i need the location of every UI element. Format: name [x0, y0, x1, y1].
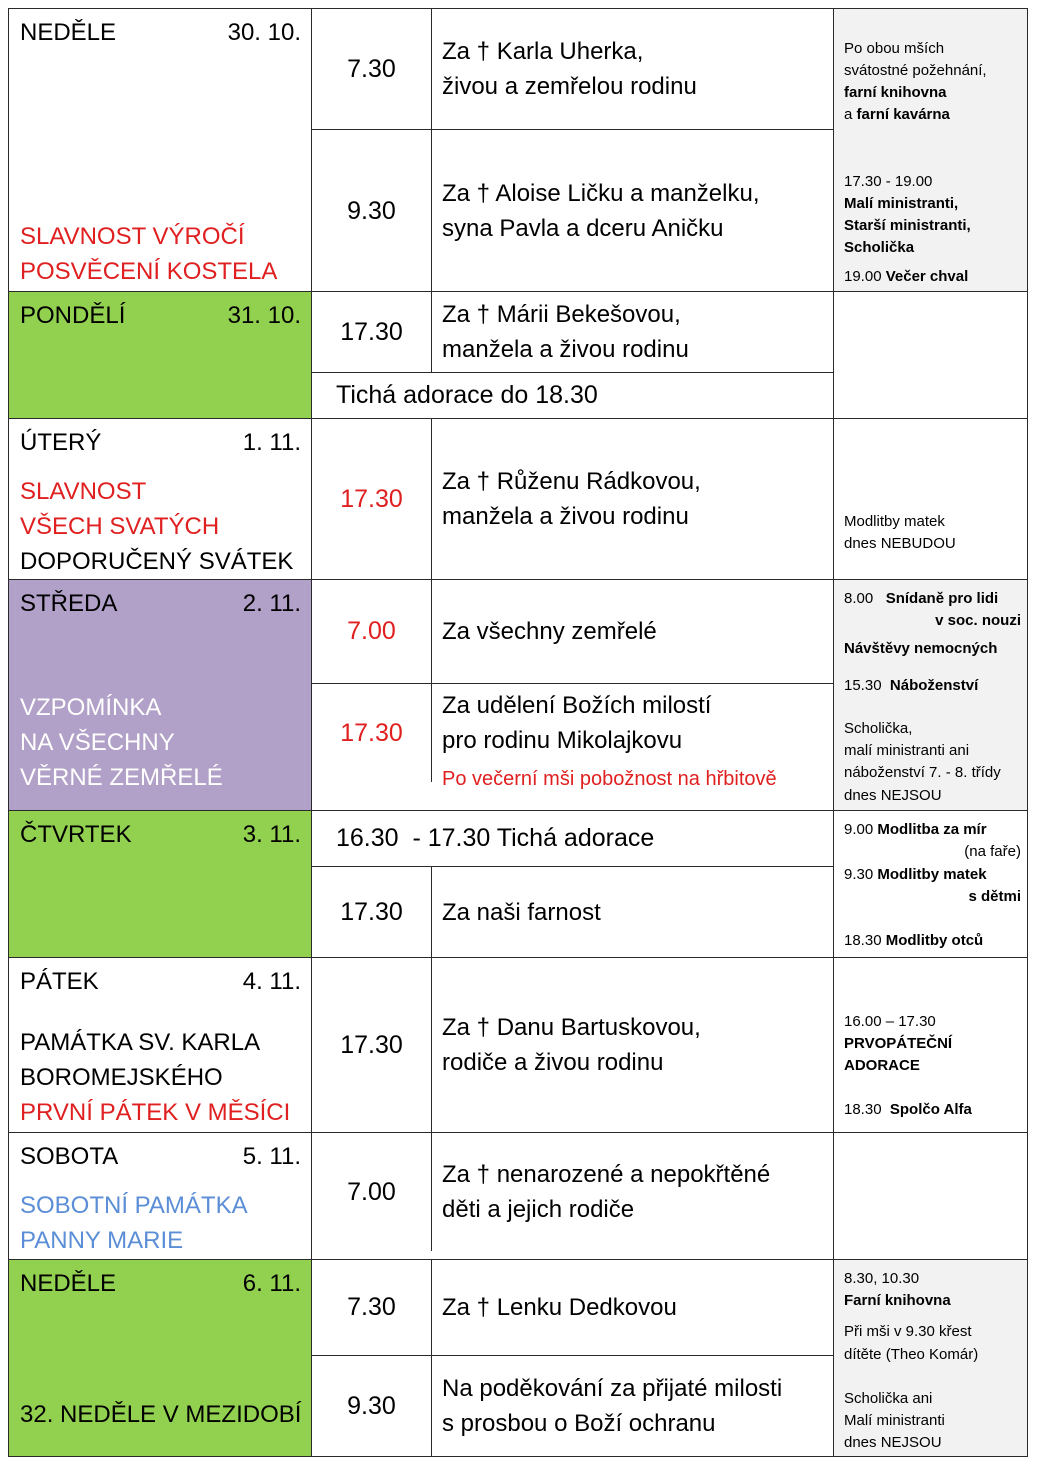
note-text: Večer chval [885, 268, 969, 285]
day-block-thursday [8, 810, 1028, 958]
note-line: dítěte (Theo Komár) [844, 1346, 979, 1363]
notes-cell [833, 292, 1027, 418]
intention-line: Na poděkování za přijaté milosti [442, 1375, 783, 1402]
mass-intention [432, 867, 833, 957]
note-line: s dětmi [968, 888, 1021, 905]
note-line: 17.30 - 19.00 [844, 173, 933, 190]
note-line [844, 104, 1021, 126]
feast-line-1: SLAVNOST VÝROČÍ [20, 223, 245, 250]
day-date: 30. 10. [227, 19, 301, 46]
mass-intention [432, 1133, 833, 1251]
feast-line-1: VZPOMÍNKA [20, 694, 162, 721]
day-cell [9, 811, 312, 957]
intention-line: Za † Lenku Dedkovou [442, 1294, 677, 1321]
day-name: NEDĚLE [20, 1270, 117, 1297]
mass-intention [432, 419, 833, 579]
mass-intention [432, 292, 833, 372]
day-block-sunday-6-11 [8, 1259, 1028, 1457]
note-line: (na faře) [964, 843, 1021, 860]
mass-time: 17.30 [312, 867, 432, 957]
notes-cell [833, 580, 1027, 810]
feast-line-2: NA VŠECHNY [20, 729, 175, 756]
note-line: 8.30, 10.30 [844, 1270, 920, 1287]
intention-line: Za udělení Božích milostí [442, 692, 712, 719]
intention-line: Za † Márii Bekešovou, [442, 301, 681, 328]
feast-note: PRVNÍ PÁTEK V MĚSÍCI [20, 1099, 291, 1126]
note-line: 16.00 – 17.30 [844, 1013, 936, 1030]
notes-cell [833, 419, 1027, 579]
day-date: 3. 11. [242, 821, 301, 848]
day-cell [9, 292, 312, 418]
day-name: ČTVRTEK [20, 821, 132, 848]
note-text: Náboženství [889, 677, 979, 694]
day-block-monday [8, 291, 1028, 419]
note-line [844, 675, 1021, 697]
day-name: SOBOTA [20, 1143, 119, 1170]
note-line: PRVOPÁTEČNÍ [844, 1035, 953, 1052]
note-text: farní kavárna [856, 106, 950, 123]
day-date: 1. 11. [242, 429, 301, 456]
note-text: 9.00 [844, 821, 874, 838]
day-cell [9, 9, 312, 292]
intention-line: děti a jejich rodiče [442, 1196, 635, 1223]
note-line: Při mši v 9.30 křest [844, 1323, 972, 1340]
day-name: ÚTERÝ [20, 429, 102, 456]
note-text: a [844, 106, 853, 123]
intention-line: Za † Aloise Ličku a manželku, [442, 180, 760, 207]
note-line: ADORACE [844, 1057, 920, 1074]
note-text: 15.30 [844, 677, 882, 694]
mass-time: 17.30 [312, 684, 432, 782]
mass-intention [432, 958, 833, 1132]
feast-line-2: BOROMEJSKÉHO [20, 1064, 223, 1091]
note-line: Modlitby matek [844, 513, 945, 530]
note-text: Spolčo Alfa [889, 1101, 972, 1118]
feast-line-1: 32. NEDĚLE V MEZIDOBÍ [20, 1401, 302, 1428]
feast-line-1: SLAVNOST [20, 478, 147, 505]
day-cell [9, 1133, 312, 1259]
note-line [844, 864, 1021, 886]
intention-line: Za † Růženu Rádkovou, [442, 468, 701, 495]
note-line [844, 588, 1021, 610]
note-line: Malí ministranti, [844, 195, 959, 212]
mass-time: 7.30 [312, 1260, 432, 1355]
notes-cell [833, 811, 1027, 957]
note-line: Návštěvy nemocných [844, 640, 998, 657]
note-line: Scholička [844, 239, 915, 256]
day-block-saturday [8, 1132, 1028, 1260]
feast-line-1: PAMÁTKA SV. KARLA [20, 1029, 261, 1056]
notes-cell [833, 1133, 1027, 1259]
note-line [844, 266, 1021, 288]
intention-line: rodiče a živou rodinu [442, 1049, 664, 1076]
mass-intention [432, 9, 833, 129]
intention-line: Za † Danu Bartuskovou, [442, 1014, 701, 1041]
day-date: 31. 10. [227, 302, 301, 329]
day-name: PONDĚLÍ [20, 302, 126, 329]
note-text: 19.00 [844, 268, 882, 285]
day-cell [9, 1260, 312, 1456]
intention-line: manžela a živou rodinu [442, 336, 689, 363]
mass-time: 9.30 [312, 130, 432, 292]
day-block-sunday-30-10 [8, 8, 1028, 293]
note-line: farní knihovna [844, 84, 947, 101]
feast-line-2: PANNY MARIE [20, 1227, 184, 1254]
day-date: 2. 11. [242, 590, 301, 617]
note-line: Starší ministranti, [844, 217, 971, 234]
note-line: malí ministranti ani [844, 742, 970, 759]
mass-time: 9.30 [312, 1356, 432, 1456]
note-line: dnes NEBUDOU [844, 535, 956, 552]
notes-cell [833, 1260, 1027, 1456]
feast-line-1: SOBOTNÍ PAMÁTKA [20, 1192, 248, 1219]
mass-time: 7.00 [312, 580, 432, 683]
feast-line-3: VĚRNÉ ZEMŘELÉ [20, 764, 223, 791]
note-line: dnes NEJSOU [844, 787, 942, 804]
note-line: Malí ministranti [844, 1412, 945, 1429]
note-line: Scholička ani [844, 1390, 933, 1407]
mass-time: 17.30 [312, 419, 432, 579]
mass-intention [432, 684, 833, 812]
mass-intention [432, 580, 833, 683]
note-text: Modlitby matek [877, 866, 987, 883]
note-line: Scholička, [844, 720, 913, 737]
day-date: 4. 11. [242, 968, 301, 995]
day-date: 6. 11. [242, 1270, 301, 1297]
notes-cell [833, 9, 1027, 292]
day-cell [9, 958, 312, 1132]
intention-line: manžela a živou rodinu [442, 503, 689, 530]
intention-line: Za † Karla Uherka, [442, 38, 644, 65]
intention-line: pro rodinu Mikolajkovu [442, 727, 683, 754]
intention-line: živou a zemřelou rodinu [442, 73, 697, 100]
day-cell [9, 419, 312, 579]
mass-remark: Po večerní mši pobožnost na hřbitově [442, 768, 777, 790]
intention-line: syna Pavla a dceru Aničku [442, 215, 724, 242]
intention-line: s prosbou o Boží ochranu [442, 1410, 716, 1437]
note-text: 18.30 [844, 932, 882, 949]
note-line [844, 819, 1021, 841]
mass-time: 7.00 [312, 1133, 432, 1251]
intention-line: Za všechny zemřelé [442, 618, 657, 645]
notes-cell [833, 958, 1027, 1132]
day-date: 5. 11. [242, 1143, 301, 1170]
mass-time: 7.30 [312, 9, 432, 129]
feast-line-2: VŠECH SVATÝCH [20, 513, 220, 540]
day-block-tuesday [8, 418, 1028, 580]
feast-note: DOPORUČENÝ SVÁTEK [20, 548, 294, 575]
note-text: 9.30 [844, 866, 874, 883]
day-name: STŘEDA [20, 590, 118, 617]
day-block-wednesday [8, 579, 1028, 811]
mass-intention [432, 1260, 833, 1355]
note-line: v soc. nouzi [935, 612, 1021, 629]
mass-intention [432, 1356, 833, 1456]
adoration-row: Tichá adorace do 18.30 [336, 381, 598, 409]
mass-time: 17.30 [312, 958, 432, 1132]
mass-time: 17.30 [312, 292, 432, 372]
note-line: náboženství 7. - 8. třídy [844, 764, 1001, 781]
note-line: svátostné požehnání, [844, 62, 987, 79]
intention-line: Za † nenarozené a nepokřtěné [442, 1161, 771, 1188]
note-line [844, 930, 1021, 952]
note-text: Modlitba za mír [877, 821, 987, 838]
day-cell [9, 580, 312, 810]
mass-intention [432, 130, 833, 292]
note-text: 18.30 [844, 1101, 882, 1118]
note-text: Snídaně pro lidi [885, 590, 999, 607]
day-block-friday [8, 957, 1028, 1133]
note-line: Farní knihovna [844, 1292, 951, 1309]
feast-line-2: POSVĚCENÍ KOSTELA [20, 258, 278, 285]
adoration-row: 16.30 - 17.30 Tichá adorace [336, 824, 655, 852]
day-name: PÁTEK [20, 968, 99, 995]
note-text: 8.00 [844, 590, 874, 607]
intention-line: Za naši farnost [442, 898, 601, 926]
day-name: NEDĚLE [20, 19, 117, 46]
note-text: Modlitby otců [885, 932, 984, 949]
note-line [844, 1099, 1021, 1121]
note-line: dnes NEJSOU [844, 1434, 942, 1451]
note-line: Po obou mších [844, 40, 945, 57]
